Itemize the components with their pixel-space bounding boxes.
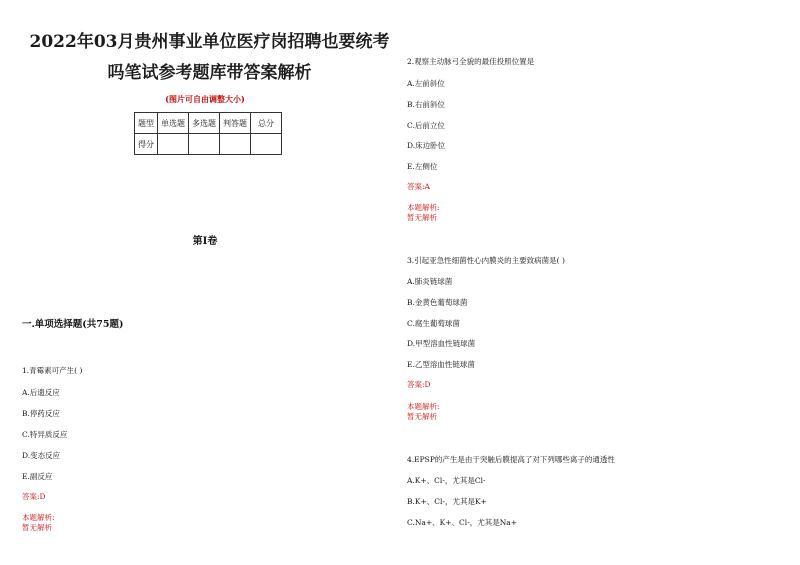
question-option: B.K+、Cl-，尤其是K+	[407, 497, 487, 506]
score-table-header-cell: 总分	[251, 113, 282, 134]
document-title-line-1: 2022年03月贵州事业单位医疗岗招聘也要统考	[29, 32, 390, 52]
score-table-score-row	[135, 134, 282, 155]
explanation-text: 暂无解析	[407, 213, 437, 222]
question-option: B.金黄色葡萄球菌	[407, 298, 468, 307]
question-option: E.副反应	[22, 472, 53, 481]
score-row-label: 得分	[135, 134, 158, 155]
question-option: D.甲型溶血性链球菌	[407, 339, 476, 348]
question-stem: 4.EPSP的产生是由于突触后膜提高了对下列哪些离子的通透性	[407, 455, 615, 464]
question-option: C.特异质反应	[22, 430, 68, 439]
question-option: D.床边卧位	[407, 141, 446, 150]
score-table-header-row	[135, 113, 282, 134]
question-option: A.肺炎链球菌	[407, 277, 453, 286]
question-answer: 答案:D	[22, 492, 46, 501]
explanation-text: 暂无解析	[22, 523, 52, 532]
image-resize-note: (图片可自由调整大小)	[165, 94, 245, 104]
volume-label: 第I卷	[192, 236, 218, 247]
score-cell	[158, 134, 189, 155]
score-table	[134, 112, 282, 155]
question-option: E.乙型溶血性链球菌	[407, 360, 475, 369]
question-option: A.K+、Cl-，尤其是Cl-	[407, 476, 486, 485]
explanation-label: 本题解析:	[407, 203, 440, 212]
document-title-line-2: 吗笔试参考题库带答案解析	[107, 63, 312, 83]
score-table-header-cell: 单选题	[158, 113, 189, 134]
explanation-text: 暂无解析	[407, 412, 437, 421]
question-answer: 答案:A	[407, 182, 430, 191]
question-option: C.后前立位	[407, 121, 445, 130]
question-stem: 3.引起亚急性细菌性心内膜炎的主要致病菌是( )	[407, 256, 565, 265]
question-option: C.腐生葡萄球菌	[407, 319, 460, 328]
score-cell	[189, 134, 220, 155]
score-table-header-cell: 判答题	[220, 113, 251, 134]
explanation-label: 本题解析:	[407, 402, 440, 411]
question-option: E.左侧位	[407, 162, 438, 171]
question-option: D.变态反应	[22, 451, 61, 460]
question-answer: 答案:D	[407, 380, 431, 389]
question-option: A.后遗反应	[22, 388, 60, 397]
question-option: C.Na+、K+、Cl-，尤其是Na+	[407, 518, 518, 527]
question-option: A.左前斜位	[407, 79, 445, 88]
score-cell	[220, 134, 251, 155]
score-table-header-cell: 题型	[135, 113, 158, 134]
explanation-label: 本题解析:	[22, 513, 55, 522]
section-title: 一.单项选择题(共75题)	[22, 319, 124, 330]
score-table-header-cell: 多选题	[189, 113, 220, 134]
question-stem: 1.青霉素可产生( )	[22, 366, 83, 375]
question-option: B.右前斜位	[407, 100, 445, 109]
score-cell	[251, 134, 282, 155]
question-option: B.停药反应	[22, 409, 60, 418]
question-stem: 2.观察主动脉弓全貌的最佳投照位置是	[407, 57, 535, 66]
